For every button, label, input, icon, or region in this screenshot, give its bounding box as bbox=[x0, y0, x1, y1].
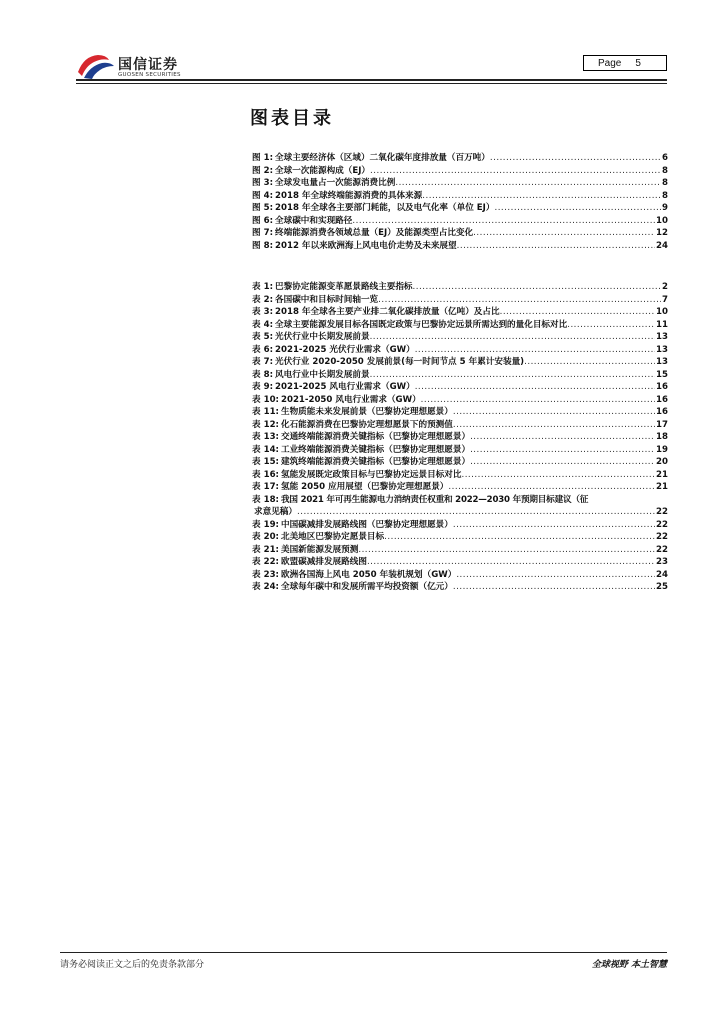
toc-entry-page: 8 bbox=[662, 178, 668, 188]
toc-leader-dots bbox=[453, 419, 655, 432]
toc-leader-dots bbox=[384, 531, 655, 544]
logo-english-name: GUOSEN SECURITIES bbox=[118, 72, 181, 78]
toc-entry-page: 24 bbox=[656, 569, 668, 580]
toc-entry-page: 13 bbox=[656, 344, 668, 355]
toc-entry-title: 各国碳中和目标时间轴一览 bbox=[275, 294, 379, 305]
toc-entry-label: 表 11: bbox=[252, 407, 279, 417]
toc-entry[interactable] bbox=[252, 419, 668, 432]
toc-entry-title: 中国碳减排发展路线图（巴黎协定理想愿景） bbox=[280, 519, 453, 530]
toc-entry-title: 2018 年全球终端能源消费的具体来源 bbox=[275, 190, 423, 201]
toc-entry-page: 16 bbox=[656, 382, 668, 392]
toc-entry-title: 全球发电量占一次能源消费比例 bbox=[275, 178, 396, 188]
slogan: 全球视野 本土智慧 bbox=[591, 960, 667, 970]
toc-entry-title: 全球每年碳中和发展所需平均投资额（亿元） bbox=[280, 582, 453, 592]
toc-entry[interactable] bbox=[252, 177, 668, 190]
toc-entry[interactable] bbox=[252, 319, 668, 332]
toc-entry[interactable] bbox=[252, 506, 668, 519]
toc-entry[interactable] bbox=[252, 369, 668, 382]
toc-entry-label: 表 24: bbox=[252, 582, 279, 592]
toc-entry-title: 我国 2021 年可再生能源电力消纳责任权重和 2022—2030 年预期目标建议（征 bbox=[280, 494, 589, 505]
toc-leader-dots bbox=[453, 406, 655, 419]
toc-entry[interactable] bbox=[252, 456, 668, 469]
toc-entry-page: 2 bbox=[662, 282, 668, 292]
toc-entry[interactable] bbox=[252, 356, 668, 369]
toc-entry-title: 2018 年全球各主要产业排二氧化碳排放量（亿吨）及占比 bbox=[275, 307, 500, 317]
toc-entry-title: 欧洲各国海上风电 2050 年装机规划（GW） bbox=[280, 569, 457, 580]
footer-rule bbox=[60, 952, 667, 953]
toc-entry-page: 18 bbox=[656, 432, 668, 442]
toc-entry-label: 表 17: bbox=[252, 482, 279, 492]
toc-leader-dots bbox=[473, 227, 655, 240]
toc-entry[interactable] bbox=[252, 556, 668, 569]
toc-entry-title: 求意见稿） bbox=[254, 507, 297, 517]
toc-entry[interactable] bbox=[252, 519, 668, 532]
toc-entry[interactable] bbox=[252, 190, 668, 203]
toc-entry-label: 表 2: bbox=[252, 294, 274, 305]
toc-entry[interactable] bbox=[252, 531, 668, 544]
page-label: Page bbox=[598, 58, 622, 69]
toc-entry-title: 2021-2050 风电行业需求（GW） bbox=[280, 394, 421, 405]
table-list bbox=[252, 281, 668, 594]
toc-entry[interactable] bbox=[252, 344, 668, 357]
page-number: 5 bbox=[635, 58, 641, 69]
toc-entry-label: 表 7: bbox=[252, 357, 274, 367]
toc-entry-page: 24 bbox=[656, 240, 668, 251]
toc-entry-title: 氢能 2050 应用展望（巴黎协定理想愿景） bbox=[280, 482, 449, 492]
toc-entry[interactable] bbox=[252, 494, 668, 507]
toc-entry-label: 表 1: bbox=[252, 282, 274, 292]
toc-leader-dots bbox=[453, 519, 655, 532]
toc-entry-label: 表 20: bbox=[252, 532, 279, 542]
toc-leader-dots bbox=[413, 281, 661, 294]
toc-entry[interactable] bbox=[252, 381, 668, 394]
toc-leader-dots bbox=[297, 506, 655, 519]
toc-entry-title: 2018 年全球各主要部门耗能，以及电气化率（单位 EJ） bbox=[275, 203, 495, 213]
toc-entry-label: 表 19: bbox=[252, 519, 279, 530]
toc-leader-dots bbox=[370, 369, 655, 382]
guosen-logo-icon bbox=[76, 52, 116, 80]
toc-entry-label: 表 12: bbox=[252, 419, 279, 430]
toc-entry-title: 欧盟碳减排发展路线图 bbox=[280, 557, 367, 567]
toc-entry-title: 全球主要能源发展目标各国既定政策与巴黎协定远景所需达到的量化目标对比 bbox=[275, 319, 568, 330]
toc-entry[interactable] bbox=[252, 227, 668, 240]
logo-chinese-name: 国信证券 bbox=[118, 57, 178, 73]
toc-entry-label: 表 5: bbox=[252, 332, 274, 342]
toc-entry-title: 风电行业中长期发展前景 bbox=[275, 369, 370, 380]
toc-entry-label: 图 7: bbox=[252, 228, 274, 238]
toc-entry-page: 17 bbox=[656, 419, 668, 430]
toc-entry-page: 16 bbox=[656, 394, 668, 405]
toc-leader-dots bbox=[370, 165, 661, 178]
toc-entry-page: 23 bbox=[656, 557, 668, 567]
toc-entry-page: 8 bbox=[662, 190, 668, 201]
toc-entry[interactable] bbox=[252, 569, 668, 582]
toc-entry[interactable] bbox=[252, 306, 668, 319]
toc-entry[interactable] bbox=[252, 294, 668, 307]
toc-entry-title: 全球一次能源构成（EJ） bbox=[275, 165, 371, 176]
toc-entry-label: 表 9: bbox=[252, 382, 274, 392]
page-title: 图表目录 bbox=[250, 108, 334, 129]
toc-entry[interactable] bbox=[252, 215, 668, 228]
toc-entry-title: 光伏行业 2020-2050 发展前景(每一时间节点 5 年累计安装量) bbox=[275, 357, 525, 367]
toc-entry-label: 表 16: bbox=[252, 469, 279, 480]
toc-entry-label: 表 18: bbox=[252, 494, 279, 505]
toc-entry[interactable] bbox=[252, 202, 668, 215]
toc-leader-dots bbox=[415, 381, 655, 394]
toc-entry-label: 图 5: bbox=[252, 203, 274, 213]
figure-list bbox=[252, 152, 668, 252]
toc-entry[interactable] bbox=[252, 406, 668, 419]
toc-entry-page: 22 bbox=[656, 519, 668, 530]
toc-entry-page: 8 bbox=[662, 165, 668, 176]
toc-entry-label: 表 6: bbox=[252, 344, 274, 355]
toc-entry-page: 16 bbox=[656, 407, 668, 417]
toc-leader-dots bbox=[370, 331, 655, 344]
toc-entry-page: 7 bbox=[662, 294, 668, 305]
toc-leader-dots bbox=[448, 481, 655, 494]
toc-entry-page: 21 bbox=[656, 482, 668, 492]
toc-entry-page: 13 bbox=[656, 332, 668, 342]
toc-leader-dots bbox=[461, 469, 655, 482]
toc-entry-page: 13 bbox=[656, 357, 668, 367]
guosen-logo bbox=[76, 52, 186, 82]
toc-entry-label: 表 13: bbox=[252, 432, 279, 442]
toc-entry-title: 光伏行业中长期发展前景 bbox=[275, 332, 370, 342]
toc-entry-title: 生物质能未来发展前景（巴黎协定理想愿景） bbox=[280, 407, 453, 417]
toc-leader-dots bbox=[494, 202, 661, 215]
toc-entry-title: 美国新能源发展预测 bbox=[280, 544, 359, 555]
toc-entry-label: 图 6: bbox=[252, 215, 274, 226]
toc-leader-dots bbox=[470, 431, 655, 444]
toc-entry-title: 建筑终端能源消费关键指标（巴黎协定理想愿景） bbox=[280, 457, 471, 467]
toc-leader-dots bbox=[524, 356, 655, 369]
toc-entry-title: 北美地区巴黎协定愿景目标 bbox=[280, 532, 385, 542]
toc-entry-label: 表 4: bbox=[252, 319, 274, 330]
toc-entry-label: 表 8: bbox=[252, 369, 274, 380]
toc-entry-page: 20 bbox=[656, 457, 668, 467]
toc-entry-label: 表 23: bbox=[252, 569, 279, 580]
toc-entry[interactable] bbox=[252, 581, 668, 594]
toc-entry[interactable] bbox=[252, 544, 668, 557]
toc-entry-title: 2021-2025 风电行业需求（GW） bbox=[275, 382, 415, 392]
toc-entry-label: 图 3: bbox=[252, 178, 274, 188]
toc-leader-dots bbox=[378, 294, 661, 307]
toc-entry-page: 22 bbox=[656, 507, 668, 517]
toc-entry[interactable] bbox=[252, 481, 668, 494]
toc-leader-dots bbox=[415, 344, 655, 357]
toc-entry-label: 图 4: bbox=[252, 190, 274, 201]
toc-leader-dots bbox=[453, 581, 655, 594]
toc-entry[interactable] bbox=[252, 469, 668, 482]
toc-leader-dots bbox=[421, 394, 655, 407]
disclaimer-note: 请务必阅读正文之后的免责条款部分 bbox=[60, 960, 205, 970]
toc-entry-title: 2021-2025 光伏行业需求（GW） bbox=[275, 344, 415, 355]
toc-entry-title: 全球主要经济体（区域）二氧化碳年度排放量（百万吨） bbox=[275, 153, 490, 163]
toc-entry-page: 10 bbox=[656, 215, 668, 226]
toc-leader-dots bbox=[500, 306, 655, 319]
toc-leader-dots bbox=[358, 544, 655, 557]
header-rule bbox=[76, 79, 667, 81]
toc-leader-dots bbox=[567, 319, 655, 332]
toc-entry-page: 9 bbox=[662, 203, 668, 213]
toc-entry[interactable] bbox=[252, 240, 668, 253]
toc-entry-label: 表 10: bbox=[252, 394, 279, 405]
toc-leader-dots bbox=[352, 215, 655, 228]
toc-entry-title: 2012 年以来欧洲海上风电电价走势及未来展望 bbox=[275, 240, 457, 251]
toc-entry[interactable] bbox=[252, 444, 668, 457]
toc-entry-page: 19 bbox=[656, 444, 668, 455]
toc-leader-dots bbox=[367, 556, 655, 569]
toc-entry-label: 图 8: bbox=[252, 240, 274, 251]
toc-entry[interactable] bbox=[252, 431, 668, 444]
toc-entry-title: 巴黎协定能源变革愿景路线主要指标 bbox=[275, 282, 413, 292]
toc-entry-title: 化石能源消费在巴黎协定理想愿景下的预测值 bbox=[280, 419, 453, 430]
toc-leader-dots bbox=[456, 569, 655, 582]
toc-entry-page: 22 bbox=[656, 544, 668, 555]
toc-entry-page: 25 bbox=[656, 582, 668, 592]
toc-entry-page: 11 bbox=[656, 319, 668, 330]
toc-entry[interactable] bbox=[252, 281, 668, 294]
toc-entry-label: 表 15: bbox=[252, 457, 279, 467]
toc-entry-label: 图 1: bbox=[252, 153, 274, 163]
toc-entry-label: 表 22: bbox=[252, 557, 279, 567]
toc-entry-title: 全球碳中和实现路径 bbox=[275, 215, 353, 226]
toc-entry-page: 21 bbox=[656, 469, 668, 480]
toc-leader-dots bbox=[395, 177, 661, 190]
toc-leader-dots bbox=[470, 444, 655, 457]
toc-entry-page: 15 bbox=[656, 369, 668, 380]
toc-entry[interactable] bbox=[252, 331, 668, 344]
toc-entry-title: 氢能发展既定政策目标与巴黎协定远景目标对比 bbox=[280, 469, 462, 480]
toc-leader-dots bbox=[422, 190, 661, 203]
header-rule-thin bbox=[76, 83, 667, 84]
toc-leader-dots bbox=[457, 240, 655, 253]
toc-entry-label: 表 3: bbox=[252, 307, 274, 317]
toc-entry-title: 交通终端能源消费关键指标（巴黎协定理想愿景） bbox=[280, 432, 471, 442]
toc-entry-label: 表 21: bbox=[252, 544, 279, 555]
page-indicator bbox=[583, 55, 667, 71]
toc-entry-title: 终端能源消费各领域总量（EJ）及能源类型占比变化 bbox=[275, 228, 474, 238]
toc-entry-page: 12 bbox=[656, 228, 668, 238]
toc-leader-dots bbox=[470, 456, 655, 469]
toc-entry-page: 6 bbox=[662, 153, 668, 163]
toc-entry-label: 图 2: bbox=[252, 165, 274, 176]
toc-entry[interactable] bbox=[252, 152, 668, 165]
toc-entry-title: 工业终端能源消费关键指标（巴黎协定理想愿景） bbox=[280, 444, 471, 455]
toc-entry[interactable] bbox=[252, 165, 668, 178]
toc-entry-label: 表 14: bbox=[252, 444, 279, 455]
toc-entry-page: 10 bbox=[656, 307, 668, 317]
toc-leader-dots bbox=[490, 152, 661, 165]
toc-entry[interactable] bbox=[252, 394, 668, 407]
toc-entry-page: 22 bbox=[656, 532, 668, 542]
